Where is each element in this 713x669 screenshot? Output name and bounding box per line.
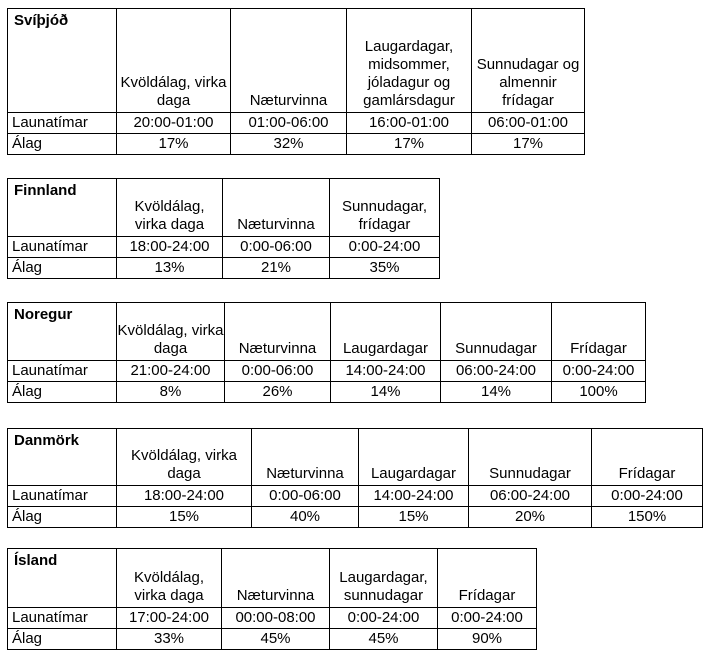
column-header: Næturvinna bbox=[231, 9, 347, 113]
country-name: Ísland bbox=[8, 549, 117, 608]
column-header: Frídagar bbox=[552, 303, 646, 361]
column-header: Kvöldálag, virka daga bbox=[117, 9, 231, 113]
table-cell: 17:00-24:00 bbox=[117, 608, 222, 629]
table-cell: 0:00-24:00 bbox=[330, 608, 438, 629]
country-name: Danmörk bbox=[8, 429, 117, 486]
row-label: Launatímar bbox=[8, 608, 117, 629]
table-cell: 13% bbox=[117, 258, 223, 279]
table-cell: 33% bbox=[117, 629, 222, 650]
table-svithjod bbox=[7, 8, 585, 155]
table-cell: 100% bbox=[552, 382, 646, 403]
table-cell: 01:00-06:00 bbox=[231, 113, 347, 134]
table-cell: 15% bbox=[117, 507, 252, 528]
table-cell: 0:00-24:00 bbox=[330, 237, 440, 258]
table-cell: 32% bbox=[231, 134, 347, 155]
table-cell: 20:00-01:00 bbox=[117, 113, 231, 134]
table-cell: 18:00-24:00 bbox=[117, 237, 223, 258]
table-cell: 14% bbox=[331, 382, 441, 403]
column-header: Næturvinna bbox=[225, 303, 331, 361]
table-cell: 14:00-24:00 bbox=[359, 486, 469, 507]
table-cell: 0:00-06:00 bbox=[252, 486, 359, 507]
table-cell: 26% bbox=[225, 382, 331, 403]
table-row bbox=[8, 134, 585, 155]
table-cell: 17% bbox=[472, 134, 585, 155]
column-header: Sunnudagar bbox=[469, 429, 592, 486]
column-header: Laugardagar bbox=[331, 303, 441, 361]
table-row bbox=[8, 258, 440, 279]
table-row bbox=[8, 629, 537, 650]
country-name: Noregur bbox=[8, 303, 117, 361]
column-header: Sunnudagar, frídagar bbox=[330, 179, 440, 237]
table-island bbox=[7, 548, 537, 650]
row-label: Álag bbox=[8, 629, 117, 650]
table-cell: 00:00-08:00 bbox=[222, 608, 330, 629]
table-cell: 0:00-06:00 bbox=[223, 237, 330, 258]
column-header: Kvöldálag, virka daga bbox=[117, 429, 252, 486]
table-cell: 0:00-06:00 bbox=[225, 361, 331, 382]
row-label: Launatímar bbox=[8, 361, 117, 382]
table-row bbox=[8, 507, 703, 528]
column-header: Næturvinna bbox=[222, 549, 330, 608]
row-label: Álag bbox=[8, 382, 117, 403]
table-cell: 14% bbox=[441, 382, 552, 403]
table-row bbox=[8, 113, 585, 134]
table-cell: 17% bbox=[347, 134, 472, 155]
table-finnland bbox=[7, 178, 440, 279]
column-header: Sunnudagar og almennir frídagar bbox=[472, 9, 585, 113]
country-name: Finnland bbox=[8, 179, 117, 237]
column-header: Kvöldálag, virka daga bbox=[117, 549, 222, 608]
table-row bbox=[8, 608, 537, 629]
table-cell: 21:00-24:00 bbox=[117, 361, 225, 382]
table-cell: 06:00-01:00 bbox=[472, 113, 585, 134]
column-header: Kvöldálag, virka daga bbox=[117, 179, 223, 237]
row-label: Álag bbox=[8, 507, 117, 528]
column-header: Laugardagar bbox=[359, 429, 469, 486]
row-label: Álag bbox=[8, 258, 117, 279]
table-row bbox=[8, 237, 440, 258]
row-label: Launatímar bbox=[8, 237, 117, 258]
row-label: Álag bbox=[8, 134, 117, 155]
column-header: Laugardagar, sunnudagar bbox=[330, 549, 438, 608]
row-label: Launatímar bbox=[8, 486, 117, 507]
table-cell: 17% bbox=[117, 134, 231, 155]
table-cell: 45% bbox=[222, 629, 330, 650]
table-cell: 18:00-24:00 bbox=[117, 486, 252, 507]
column-header: Næturvinna bbox=[223, 179, 330, 237]
table-cell: 40% bbox=[252, 507, 359, 528]
table-danmork bbox=[7, 428, 703, 528]
column-header: Kvöldálag, virka daga bbox=[117, 303, 225, 361]
column-header: Frídagar bbox=[438, 549, 537, 608]
table-cell: 20% bbox=[469, 507, 592, 528]
table-cell: 14:00-24:00 bbox=[331, 361, 441, 382]
table-row bbox=[8, 382, 646, 403]
table-row bbox=[8, 361, 646, 382]
table-row bbox=[8, 486, 703, 507]
country-name: Svíþjóð bbox=[8, 9, 117, 113]
table-cell: 8% bbox=[117, 382, 225, 403]
table-cell: 16:00-01:00 bbox=[347, 113, 472, 134]
table-cell: 0:00-24:00 bbox=[592, 486, 703, 507]
column-header: Sunnudagar bbox=[441, 303, 552, 361]
column-header: Næturvinna bbox=[252, 429, 359, 486]
table-cell: 0:00-24:00 bbox=[552, 361, 646, 382]
table-noregur bbox=[7, 302, 646, 403]
table-cell: 150% bbox=[592, 507, 703, 528]
table-cell: 35% bbox=[330, 258, 440, 279]
table-cell: 06:00-24:00 bbox=[441, 361, 552, 382]
column-header: Laugardagar, midsommer, jóladagur og gamlársdagur bbox=[347, 9, 472, 113]
table-cell: 0:00-24:00 bbox=[438, 608, 537, 629]
table-cell: 06:00-24:00 bbox=[469, 486, 592, 507]
table-cell: 21% bbox=[223, 258, 330, 279]
table-cell: 45% bbox=[330, 629, 438, 650]
row-label: Launatímar bbox=[8, 113, 117, 134]
table-cell: 90% bbox=[438, 629, 537, 650]
column-header: Frídagar bbox=[592, 429, 703, 486]
table-cell: 15% bbox=[359, 507, 469, 528]
